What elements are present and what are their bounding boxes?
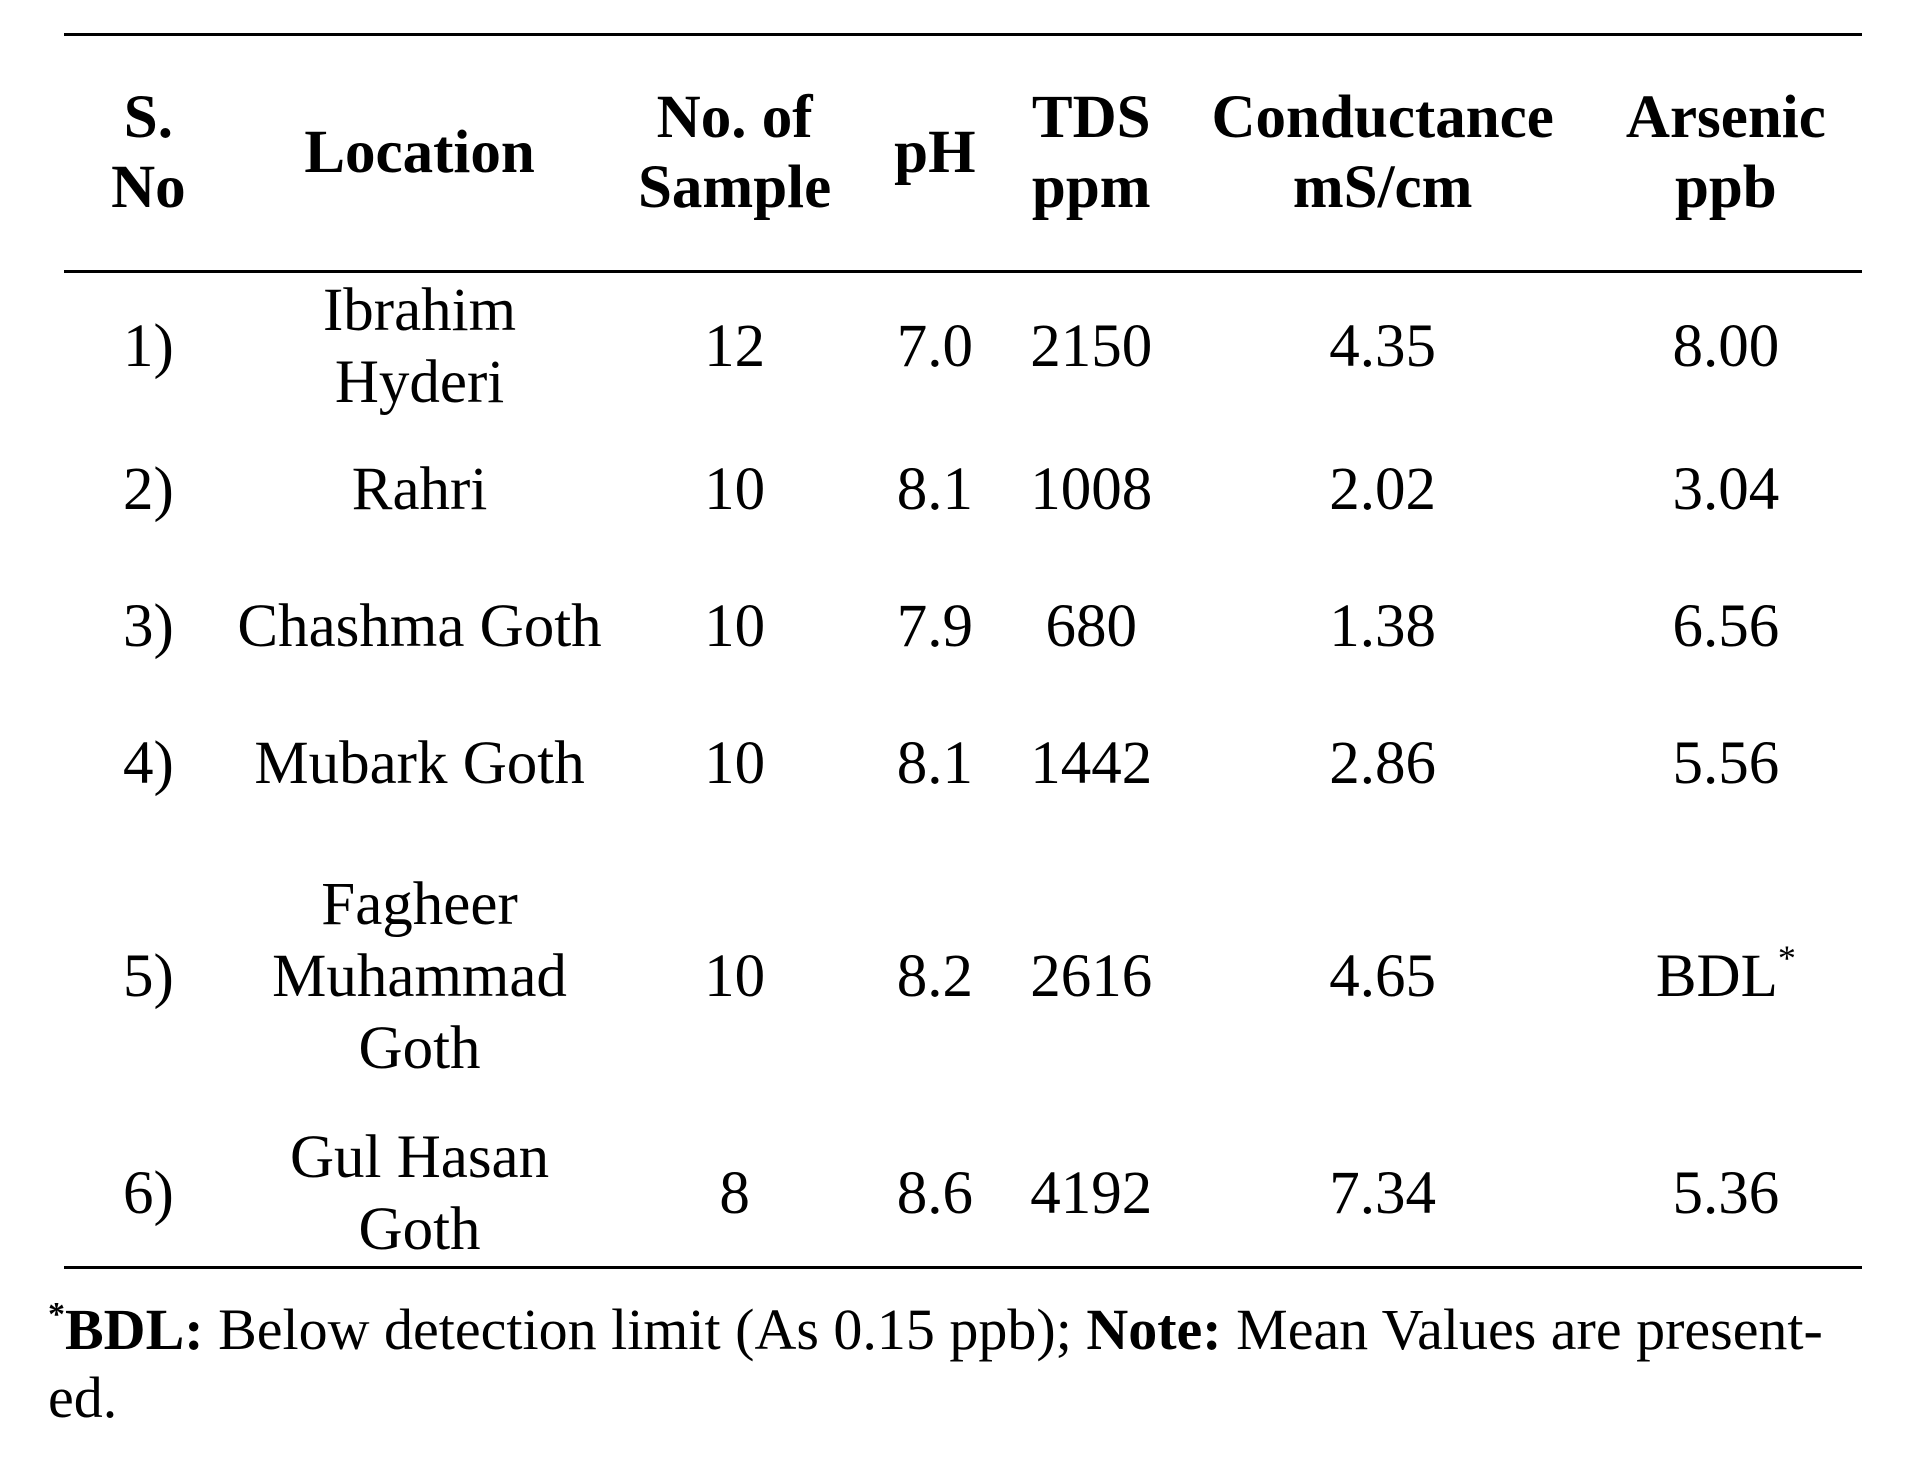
header-ph: pH (894, 119, 976, 186)
cell-location: Mubark Goth (254, 729, 585, 797)
cell-tds: 1442 (1030, 729, 1153, 797)
cell-arsenic: 3.04 (1672, 455, 1780, 523)
cell-arsenic: 6.56 (1672, 592, 1780, 660)
cell-ph: 8.1 (896, 455, 973, 523)
cell-conductance: 7.34 (1329, 1160, 1437, 1227)
header-tds: TDS ppm (1031, 84, 1151, 221)
cell-samples: 10 (704, 729, 766, 797)
table-footnote (48, 1296, 1888, 1432)
cell-ph: 8.2 (896, 943, 973, 1010)
cell-location: Chashma Goth (237, 592, 602, 660)
footnote-mark: * (48, 1296, 65, 1333)
footnote-continuation: ed. (48, 1365, 118, 1430)
cell-samples: 10 (704, 455, 766, 523)
footnote-bdl-label: BDL: (65, 1297, 204, 1362)
table-row (64, 1122, 1862, 1266)
cell-location: Ibrahim Hyderi (322, 277, 517, 416)
header-row (64, 36, 1862, 270)
cell-samples: 10 (704, 943, 766, 1010)
cell-location: Rahri (351, 455, 488, 523)
header-samples: No. of Sample (637, 84, 832, 221)
header-conductance: Conductance mS/cm (1211, 84, 1554, 221)
cell-arsenic: 8.00 (1672, 313, 1780, 380)
data-table-container (64, 33, 1862, 1269)
table-row (64, 558, 1862, 695)
cell-arsenic: BDL* (1655, 938, 1796, 1010)
cell-location: Gul Hasan Goth (289, 1124, 550, 1263)
table-row (64, 695, 1862, 832)
header-sno: S. No (111, 84, 186, 221)
arsenic-data-table (64, 36, 1862, 270)
table-row (64, 832, 1862, 1122)
cell-sno: 6) (122, 1160, 174, 1227)
cell-tds: 2150 (1030, 313, 1153, 380)
table-row (64, 273, 1862, 421)
cell-ph: 8.6 (896, 1160, 973, 1227)
cell-sno: 1) (122, 313, 174, 380)
cell-arsenic: 5.36 (1672, 1160, 1780, 1227)
cell-samples: 8 (719, 1160, 750, 1227)
cell-tds: 1008 (1030, 455, 1153, 523)
header-arsenic: Arsenic ppb (1625, 84, 1826, 221)
table-row (64, 421, 1862, 558)
cell-sno: 3) (122, 592, 174, 660)
footnote-note-text: Mean Values are present- (1221, 1297, 1823, 1362)
cell-samples: 10 (704, 592, 766, 660)
cell-ph: 8.1 (896, 729, 973, 797)
footnote-bdl-text: Below detection limit (As 0.15 ppb); (203, 1297, 1087, 1362)
cell-location: Fagheer Muhammad Goth (272, 871, 567, 1082)
cell-samples: 12 (704, 313, 766, 380)
cell-conductance: 2.02 (1329, 455, 1437, 523)
footnote-marker: * (1777, 938, 1796, 978)
cell-conductance: 4.65 (1329, 943, 1437, 1010)
bottom-rule (64, 1266, 1862, 1269)
cell-sno: 2) (122, 455, 174, 523)
cell-sno: 4) (122, 729, 174, 797)
footnote-note-label: Note: (1086, 1297, 1222, 1362)
cell-tds: 680 (1045, 592, 1137, 660)
cell-tds: 2616 (1030, 943, 1153, 1010)
cell-arsenic: 5.56 (1672, 729, 1780, 797)
cell-conductance: 4.35 (1329, 313, 1437, 380)
cell-ph: 7.0 (896, 313, 973, 380)
arsenic-data-body (64, 273, 1862, 1266)
cell-ph: 7.9 (896, 592, 973, 660)
cell-tds: 4192 (1030, 1160, 1153, 1227)
header-location: Location (304, 119, 535, 186)
cell-sno: 5) (122, 943, 174, 1010)
cell-conductance: 1.38 (1329, 592, 1437, 660)
cell-conductance: 2.86 (1329, 729, 1437, 797)
